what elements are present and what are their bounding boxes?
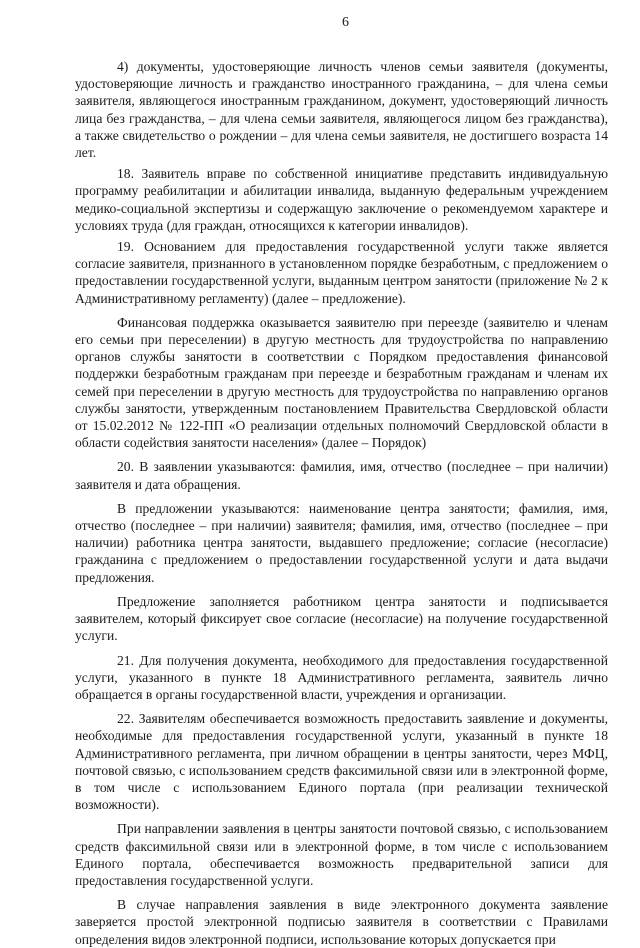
paragraph-20: 20. В заявлении указываются: фамилия, имя, отчество (последнее – при наличии) заявителя и дата обращения. [75, 459, 608, 492]
paragraph-22: 22. Заявителям обеспечивается возможность предоставить заявление и документы, необходимые для предоставления государственной услуги, указанный в пункте 18 Административного регламента, при личном обращении в центры занятости, через МФЦ, почтовой связью, с использованием средств факсимильной связи или в электронной форме, в том числе с использованием Единого портала (при реализации технической возможности). [75, 711, 608, 813]
paragraph-item-4-documents: 4) документы, удостоверяющие личность членов семьи заявителя (документы, удостоверяющие личность и гражданство иностранного гражданина, – для члена семьи заявителя, являющегося иностранным гражданином, документ, удостоверяющий личность лица без гражданства, – для члена семьи заявителя, являющегося лицом без гражданства), а также свидетельство о рождении – для члена семьи заявителя, не достигшего возраста 14 лет. [75, 59, 608, 161]
paragraph-18: 18. Заявитель вправе по собственной инициативе представить индивидуальную программу реабилитации и абилитации инвалида, выданную федеральным учреждением медико-социальной экспертизы и содержащую заключение о рекомендуемом характере и условиях труда (для граждан, относящихся к категории инвалидов). [75, 166, 608, 233]
paragraph-electronic-document: В случае направления заявления в виде электронного документа заявление заверяется простой электронной подписью заявителя в соответствии с Правилами определения видов электронной подписи, использование которых допускается при [75, 897, 608, 947]
paragraph-financial-support: Финансовая поддержка оказывается заявителю при переезде (заявителю и членам его семьи при переселении) в другую местность для трудоустройства по направлению органов службы занятости в соответствии с Порядком предоставления финансовой поддержки безработным гражданам при переезде и безработным гражданам и членам их семей при переселении в другую местность для трудоустройства по направлению органов службы занятости, утвержденным постановлением Правительства Свердловской области от 15.02.2012 № 122-ПП «О реализации отдельных полномочий Свердловской области в области содействия занятости населения» (далее – Порядок) [75, 314, 608, 451]
page-number: 6 [342, 15, 349, 30]
paragraph-offer-filling: Предложение заполняется работником центра занятости и подписывается заявителем, который фиксирует свое согласие (несогласие) на получение государственной услуги. [75, 593, 608, 644]
paragraph-19: 19. Основанием для предоставления государственной услуги также является согласие заявителя, признанного в установленном порядке безработным, с предложением о предоставлении государственной услуги, выданным центром занятости (приложение № 2 к Административному регламенту) (далее – предложение). [75, 239, 608, 306]
paragraph-21: 21. Для получения документа, необходимого для предоставления государственной услуги, указанного в пункте 18 Административного регламента, заявитель лично обращается в органы государственной власти, учреждения и организации. [75, 652, 608, 702]
paragraph-mail-submission: При направлении заявления в центры занятости почтовой связью, с использованием средств факсимильной связи или в электронной форме, в том числе с использованием Единого портала, обеспечивается возможность предварительной записи для предоставления государственной услуги. [75, 821, 608, 888]
paragraph-offer-contents: В предложении указываются: наименование центра занятости; фамилия, имя, отчество (последнее – при наличии) заявителя; фамилия, имя, отчество (последнее – при наличии) работника центра занятости, выдавшего предложение; согласие (несогласие) гражданина с предложением о предоставлении государственной услуги и дата выдачи предложения. [75, 500, 608, 585]
